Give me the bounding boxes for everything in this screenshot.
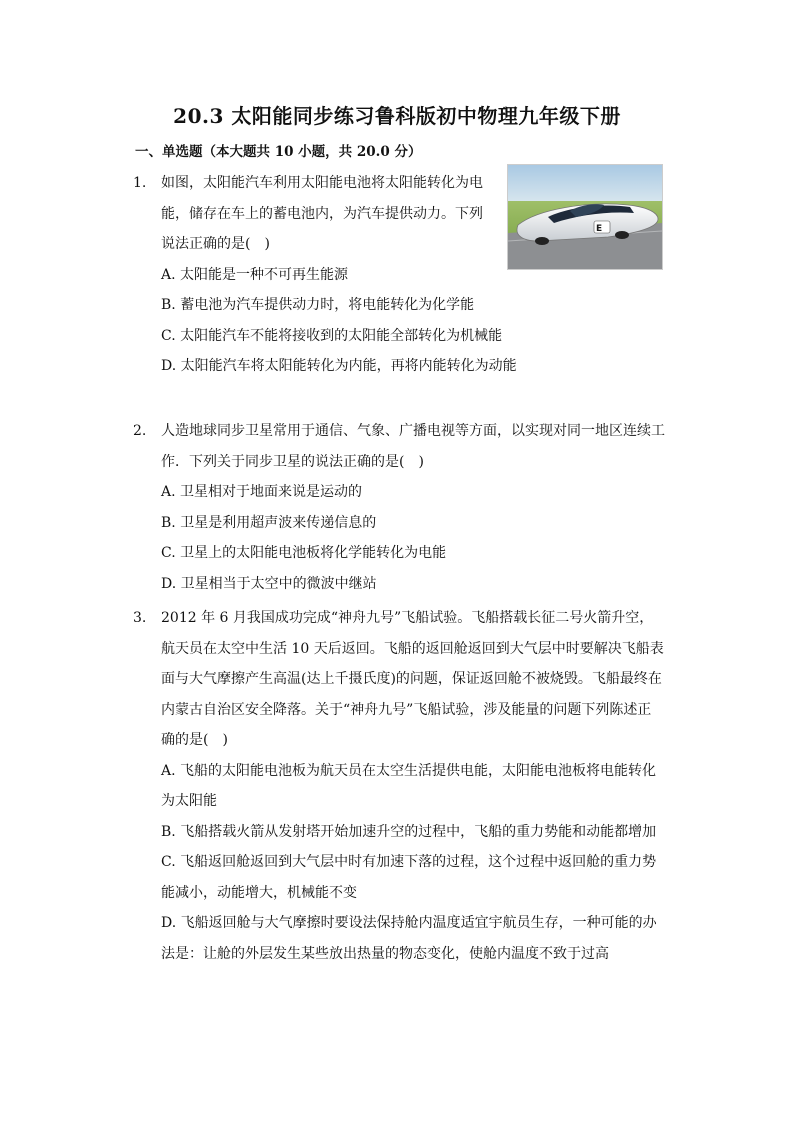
option-b: B. 卫星是利用超声波来传递信息的 [161, 514, 377, 531]
option-a: A. 太阳能是一种不可再生能源 [161, 266, 349, 283]
option-c: C. 飞船返回舱返回到大气层中时有加速下落的过程，这个过程中返回舱的重力势能减小，动能增大，机械能不变 [161, 854, 657, 901]
question-3 [133, 603, 663, 969]
question-stem-line: 面与大气摩擦产生高温(达上千摄氏度)的问题，保证返回舱不被烧毁。飞船最终在 [161, 671, 662, 687]
section-heading: 一、单选题（本大题共 10 小题，共 20.0 分） [135, 144, 422, 160]
option-b: B. 飞船搭载火箭从发射塔开始加速升空的过程中，飞船的重力势能和动能都增加 [161, 823, 657, 840]
option-d: D. 太阳能汽车将太阳能转化为内能，再将内能转化为动能 [161, 358, 517, 374]
option-d: D. 卫星相当于太空中的微波中继站 [161, 575, 377, 592]
question-stem-line: 如图，太阳能汽车利用太阳能电池将太阳能转化为电 [161, 175, 483, 191]
option-a: A. 飞船的太阳能电池板为航天员在太空生活提供电能，太阳能电池板将电能转化为太阳能 [161, 762, 657, 809]
question-stem-line: 2012 年 6 月我国成功完成“神舟九号”飞船试验。飞船搭载长征二号火箭升空， [161, 610, 654, 626]
question-stem-line: 能，储存在车上的蓄电池内，为汽车提供动力。下列 [161, 205, 483, 222]
question-stem-line: 确的是( ) [161, 732, 228, 748]
option-a: A. 卫星相对于地面来说是运动的 [161, 484, 363, 500]
option-c: C. 太阳能汽车不能将接收到的太阳能全部转化为机械能 [161, 327, 503, 344]
question-stem-line: 说法正确的是( ) [161, 236, 270, 252]
option-d: D. 飞船返回舱与大气摩擦时要设法保持舱内温度适宜宇航员生存，一种可能的办法是：让舱的外层发生某些放出热量的物态变化，使舱内温度不致于过高 [161, 915, 657, 962]
question-2 [133, 416, 663, 599]
question-stem-line: 航天员在太空中生活 10 天后返回。飞船的返回舱返回到大气层中时要解决飞船表 [161, 640, 664, 657]
question-number: 3. [133, 610, 147, 626]
question-number: 2. [133, 423, 147, 439]
question-stem-line: 人造地球同步卫星常用于通信、气象、广播电视等方面，以实现对同一地区连续工 [161, 423, 665, 439]
solar-car-image [507, 164, 663, 270]
page-title: 20.3 太阳能同步练习鲁科版初中物理九年级下册 [173, 104, 621, 128]
question-number: 1. [133, 175, 147, 191]
option-c: C. 卫星上的太阳能电池板将化学能转化为电能 [161, 545, 447, 561]
question-stem-line: 内蒙古自治区安全降落。关于“神舟九号”飞船试验，涉及能量的问题下列陈述正 [161, 701, 652, 718]
option-b: B. 蓄电池为汽车提供动力时，将电能转化为化学能 [161, 297, 475, 313]
svg-text:E: E [596, 224, 603, 234]
question-stem-line: 作．下列关于同步卫星的说法正确的是( ) [161, 453, 424, 470]
